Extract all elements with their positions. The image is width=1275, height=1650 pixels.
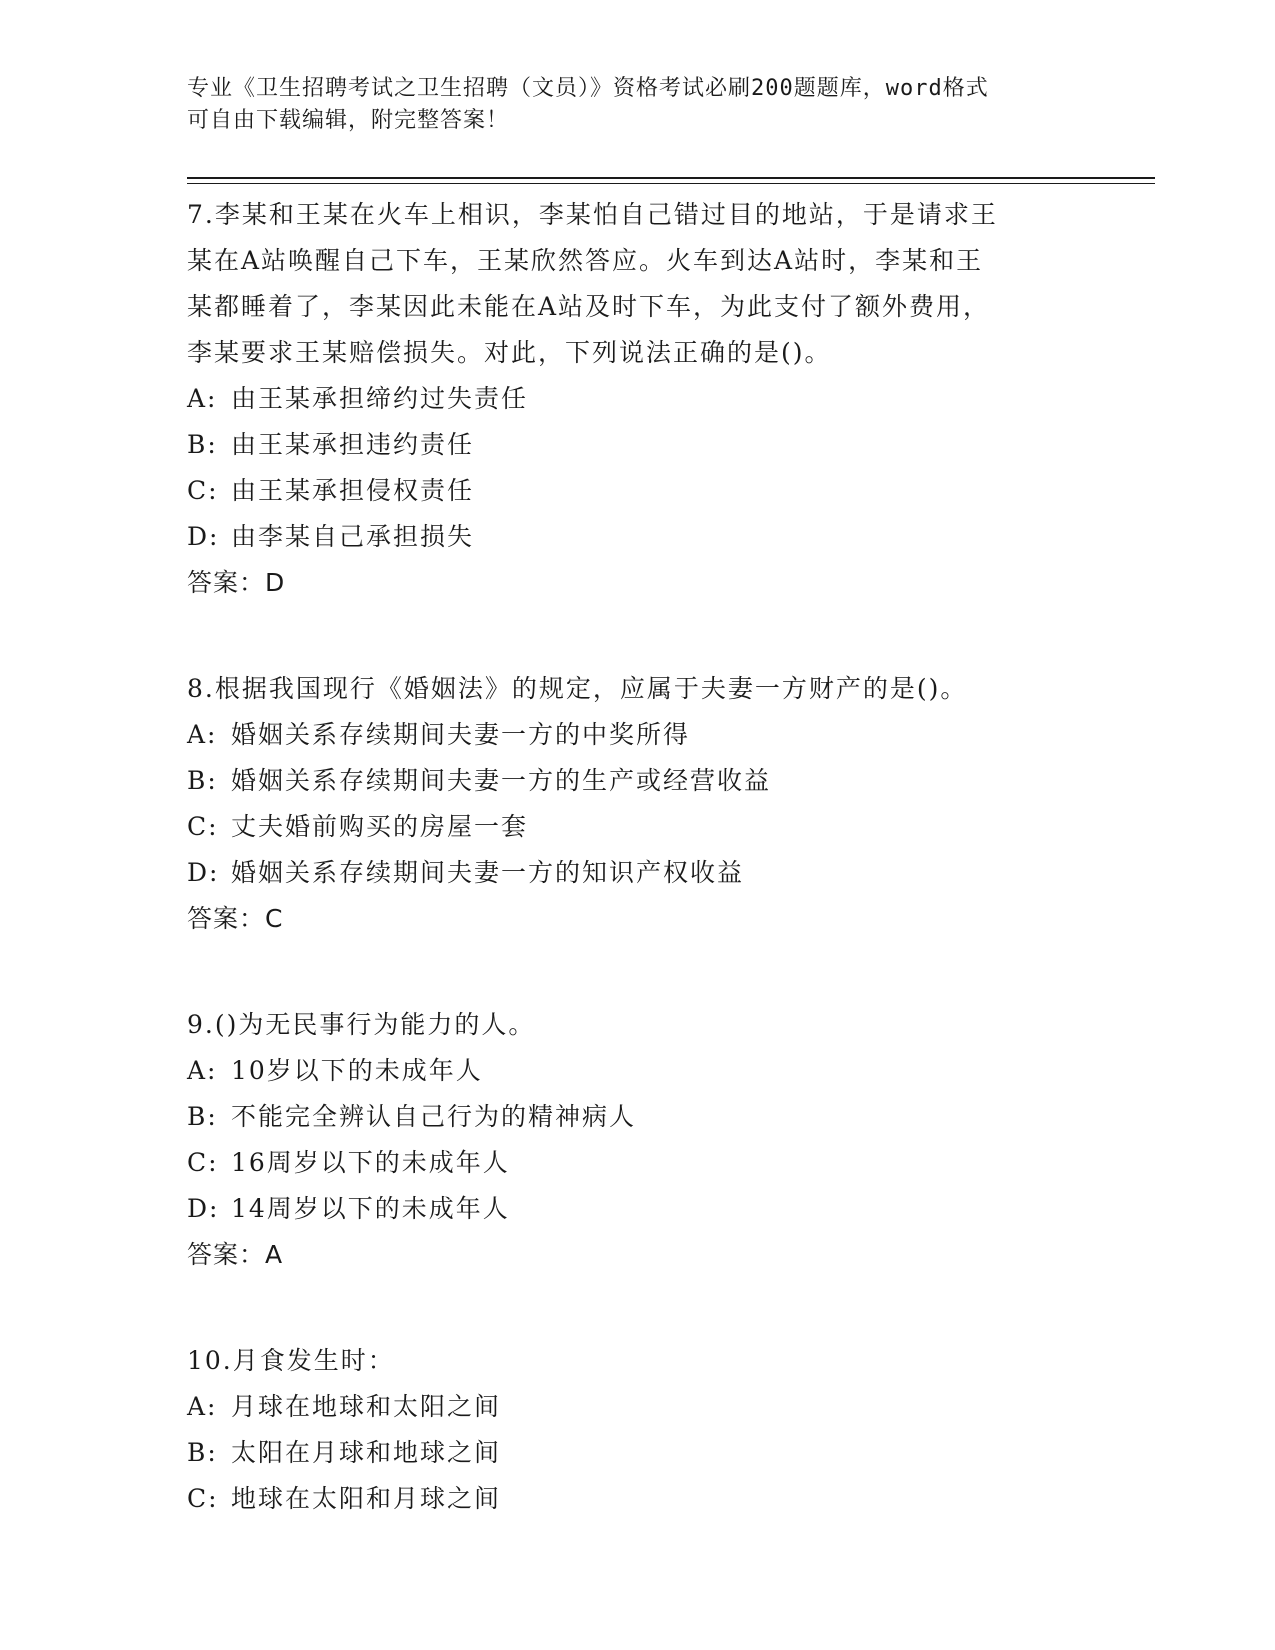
option-item bbox=[187, 804, 1067, 850]
option-item bbox=[187, 1094, 1067, 1140]
option-key: A: bbox=[187, 1056, 218, 1085]
question-block bbox=[187, 1338, 1067, 1522]
option-key: B: bbox=[187, 1438, 218, 1467]
option-item bbox=[187, 1476, 1067, 1522]
option-item bbox=[187, 758, 1067, 804]
question-stem bbox=[187, 192, 1067, 376]
question-spacer bbox=[187, 942, 1067, 1002]
option-key: C: bbox=[187, 1484, 219, 1513]
option-key: C: bbox=[187, 812, 219, 841]
question-block bbox=[187, 1002, 1067, 1278]
question-block bbox=[187, 192, 1067, 606]
option-text: 由李某自己承担损失 bbox=[231, 522, 475, 551]
option-text: 月球在地球和太阳之间 bbox=[231, 1392, 502, 1421]
option-item bbox=[187, 1384, 1067, 1430]
question-stem bbox=[187, 666, 1067, 712]
answer-line: 答案：C bbox=[187, 904, 284, 933]
header-divider-thin bbox=[187, 183, 1155, 184]
question-stem-line: 10.月食发生时： bbox=[187, 1346, 395, 1375]
question-stem-line: 8.根据我国现行《婚姻法》的规定，应属于夫妻一方财产的是()。 bbox=[187, 674, 968, 703]
option-item bbox=[187, 1430, 1067, 1476]
option-key: C: bbox=[187, 1148, 219, 1177]
question-list bbox=[187, 192, 1067, 1522]
header-line-2: 可自由下载编辑，附完整答案！ bbox=[187, 108, 510, 133]
option-text: 太阳在月球和地球之间 bbox=[231, 1438, 502, 1467]
question-spacer bbox=[187, 606, 1067, 666]
question-stem-line: 9.()为无民事行为能力的人。 bbox=[187, 1010, 536, 1039]
question-stem-line: 李某要求王某赔偿损失。对此，下列说法正确的是()。 bbox=[187, 338, 832, 367]
option-item bbox=[187, 422, 1067, 468]
answer-line: 答案：A bbox=[187, 1240, 284, 1269]
option-key: A: bbox=[187, 720, 218, 749]
question-stem bbox=[187, 1002, 1067, 1048]
option-key: A: bbox=[187, 384, 218, 413]
option-key: B: bbox=[187, 1102, 218, 1131]
option-text: 14周岁以下的未成年人 bbox=[231, 1194, 510, 1223]
header-line-1: 专业《卫生招聘考试之卫生招聘（文员）》资格考试必刷200题题库，word格式 bbox=[187, 76, 989, 101]
option-item bbox=[187, 376, 1067, 422]
option-key: D: bbox=[187, 1194, 220, 1223]
option-item bbox=[187, 850, 1067, 896]
option-key: B: bbox=[187, 766, 218, 795]
option-item bbox=[187, 712, 1067, 758]
option-key: D: bbox=[187, 858, 220, 887]
option-text: 由王某承担违约责任 bbox=[231, 430, 475, 459]
option-text: 由王某承担缔约过失责任 bbox=[231, 384, 529, 413]
option-key: A: bbox=[187, 1392, 218, 1421]
option-item bbox=[187, 468, 1067, 514]
option-text: 婚姻关系存续期间夫妻一方的中奖所得 bbox=[231, 720, 691, 749]
question-stem-line: 7.李某和王某在火车上相识，李某怕自己错过目的地站，于是请求王 bbox=[187, 200, 998, 229]
option-item bbox=[187, 514, 1067, 560]
option-item bbox=[187, 1186, 1067, 1232]
option-text: 由王某承担侵权责任 bbox=[231, 476, 475, 505]
answer-line: 答案：D bbox=[187, 568, 286, 597]
option-key: C: bbox=[187, 476, 219, 505]
option-key: D: bbox=[187, 522, 220, 551]
question-spacer bbox=[187, 1278, 1067, 1338]
option-text: 地球在太阳和月球之间 bbox=[231, 1484, 502, 1513]
option-text: 16周岁以下的未成年人 bbox=[231, 1148, 510, 1177]
question-stem-line: 某都睡着了，李某因此未能在A站及时下车，为此支付了额外费用， bbox=[187, 292, 991, 321]
document-header bbox=[187, 73, 1087, 137]
option-key: B: bbox=[187, 430, 218, 459]
option-text: 婚姻关系存续期间夫妻一方的知识产权收益 bbox=[231, 858, 745, 887]
option-item bbox=[187, 1048, 1067, 1094]
question-stem-line: 某在A站唤醒自己下车，王某欣然答应。火车到达A站时，李某和王 bbox=[187, 246, 984, 275]
question-block bbox=[187, 666, 1067, 942]
option-text: 婚姻关系存续期间夫妻一方的生产或经营收益 bbox=[231, 766, 772, 795]
header-divider-thick bbox=[187, 177, 1155, 179]
option-text: 不能完全辨认自己行为的精神病人 bbox=[231, 1102, 637, 1131]
option-text: 10岁以下的未成年人 bbox=[231, 1056, 483, 1085]
option-text: 丈夫婚前购买的房屋一套 bbox=[231, 812, 529, 841]
question-stem bbox=[187, 1338, 1067, 1384]
option-item bbox=[187, 1140, 1067, 1186]
